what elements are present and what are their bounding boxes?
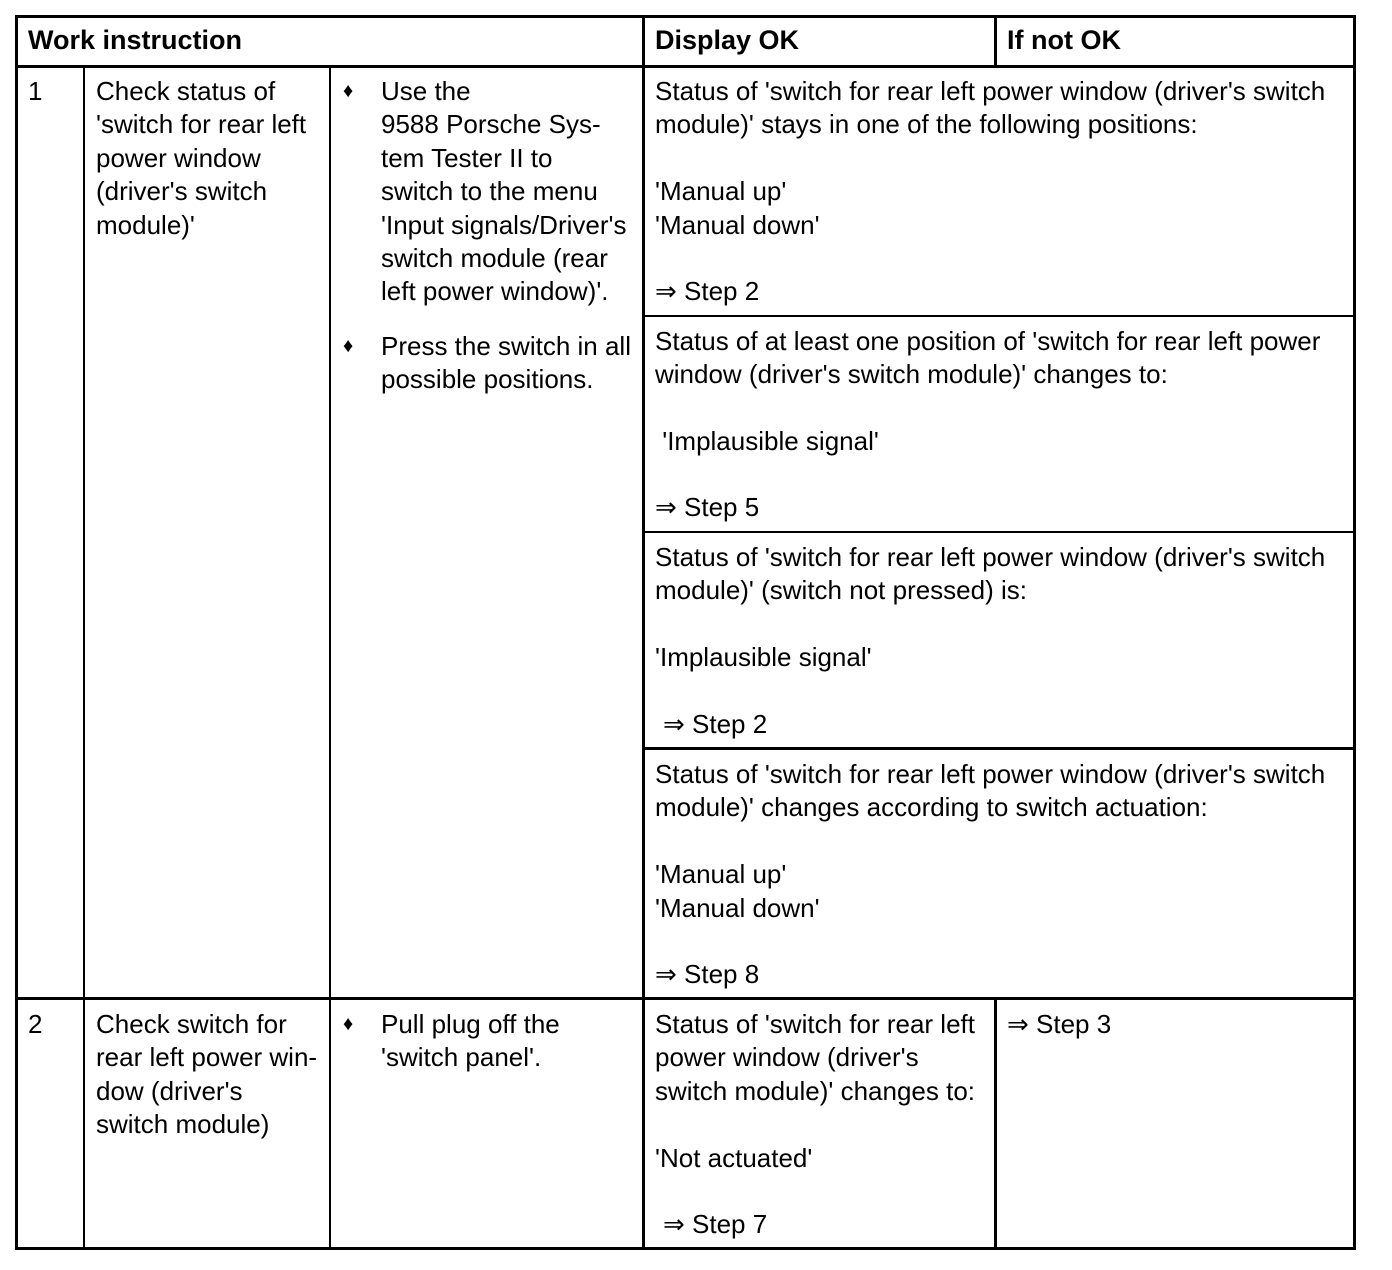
step-link: Step 3	[1036, 1009, 1112, 1039]
table-border-left	[15, 15, 18, 1250]
step-2-title: Check switch for rear left power win- dow (driver's switch module)	[96, 1009, 318, 1140]
result-divider-2	[643, 531, 1356, 533]
result-divider-1	[643, 315, 1356, 317]
col-divider-number	[83, 65, 85, 1250]
step-link: Step 2	[684, 276, 760, 306]
arrow-right-icon: ⇒	[663, 1209, 685, 1239]
step-1-title: Check status of 'switch for rear left power window (driver's switch module)'	[96, 76, 307, 240]
arrow-right-icon: ⇒	[655, 959, 677, 989]
step-1-result-1-target	[655, 275, 759, 308]
step-1-result-4-target	[655, 958, 759, 991]
step-1-result-2-text: Status of at least one position of 'switch for rear left power window (driver's switch module)' changes to: 'Implausible signal'	[655, 326, 1321, 457]
col-divider-notok-row2	[994, 997, 997, 1250]
row-divider	[15, 997, 1356, 1000]
col-divider-display	[642, 15, 645, 1250]
step-2-if-not-ok	[1007, 1008, 1111, 1041]
step-2-action-1: Pull plug off the 'switch panel'.	[381, 1009, 560, 1073]
bullet-icon: ♦	[343, 1013, 354, 1035]
step-link: Step 5	[684, 492, 760, 522]
header-if-not-ok: If not OK	[1007, 25, 1121, 55]
step-2-result-1-text: Status of 'switch for rear left power window (driver's switch module)' changes to: 'Not actuated'	[655, 1009, 976, 1173]
step-1-result-2-target	[655, 491, 759, 524]
step-1-number: 1	[28, 76, 43, 106]
step-1-result-4-text: Status of 'switch for rear left power window (driver's switch module)' changes according to switch actuation: 'Manual up' 'Manual down'	[655, 759, 1326, 923]
step-link: Step 2	[692, 709, 768, 739]
arrow-right-icon: ⇒	[655, 276, 677, 306]
step-1-result-1-text: Status of 'switch for rear left power window (driver's switch module)' stays in one of the following positions: 'Manual up' 'Manual down'	[655, 76, 1326, 240]
header-divider	[15, 65, 1356, 68]
arrow-right-icon: ⇒	[1007, 1009, 1029, 1039]
bullet-icon: ♦	[343, 80, 354, 102]
result-divider-3	[643, 747, 1356, 750]
step-1-result-3-target	[663, 708, 767, 741]
step-2-number: 2	[28, 1009, 43, 1039]
step-1-result-3-text: Status of 'switch for rear left power window (driver's switch module)' (switch not pressed) is: 'Implausible signal'	[655, 542, 1326, 673]
arrow-right-icon: ⇒	[663, 709, 685, 739]
step-link: Step 7	[692, 1209, 768, 1239]
step-link: Step 8	[684, 959, 760, 989]
arrow-right-icon: ⇒	[655, 492, 677, 522]
step-1-action-1: Use the 9588 Porsche Sys- tem Tester II to switch to the menu 'Input signals/Driver's switch module (rear left power window)'.	[381, 76, 627, 307]
step-1-action-2: Press the switch in all possible positions.	[381, 331, 631, 395]
table-border-right	[1353, 15, 1356, 1250]
col-divider-notok-header	[994, 15, 997, 67]
header-display-ok: Display OK	[655, 25, 800, 55]
table-border-bottom	[15, 1247, 1356, 1250]
table-border-top	[15, 15, 1356, 18]
header-work-instruction: Work instruction	[28, 25, 243, 55]
bullet-icon: ♦	[343, 335, 354, 357]
col-divider-title	[329, 65, 331, 1250]
step-2-result-1-target	[663, 1208, 767, 1241]
